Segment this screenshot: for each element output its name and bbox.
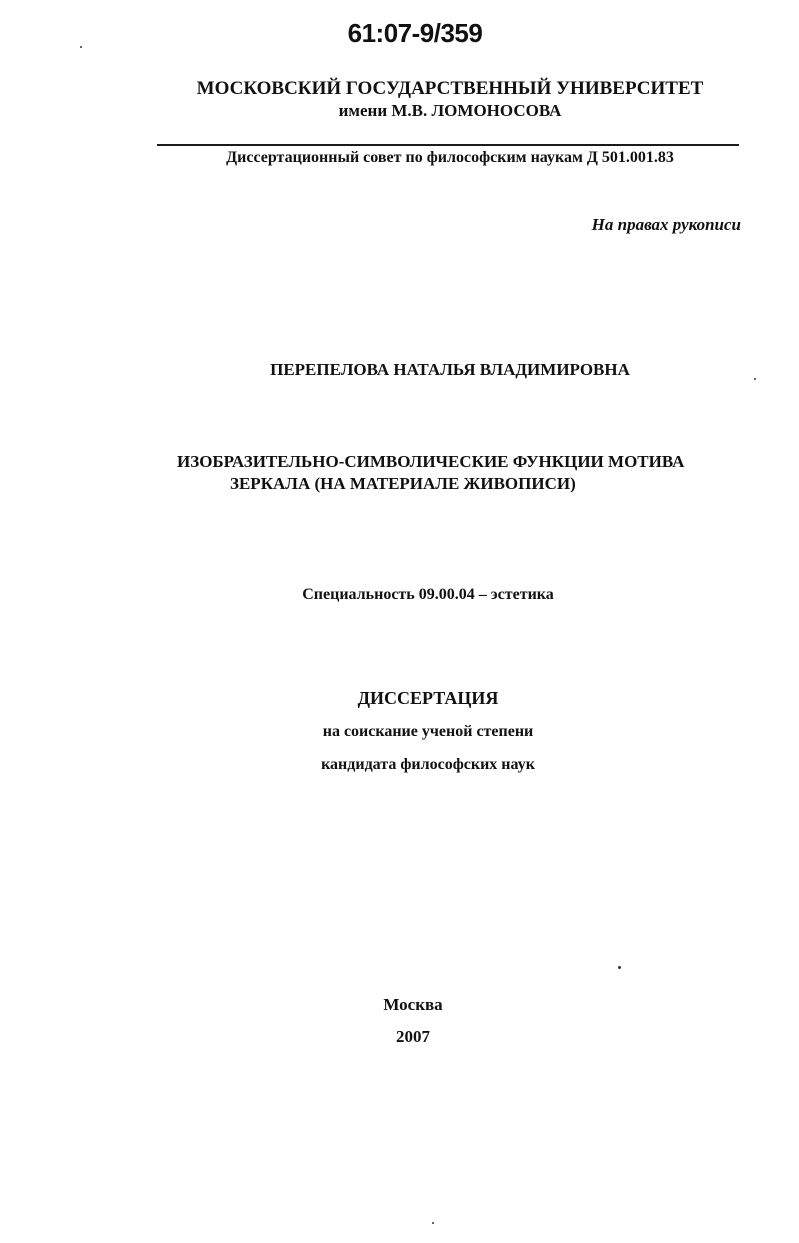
specialty: Специальность 09.00.04 – эстетика	[302, 586, 554, 603]
scan-speck	[754, 378, 756, 380]
degree-line-2: кандидата философских наук	[321, 756, 535, 773]
manuscript-note: На правах рукописи	[591, 215, 741, 234]
city: Москва	[383, 995, 443, 1014]
work-type-label: ДИССЕРТАЦИЯ	[357, 688, 499, 708]
degree-line-1: на соискание ученой степени	[322, 723, 534, 740]
title-line-1: ИЗОБРАЗИТЕЛЬНО-СИМВОЛИЧЕСКИЕ ФУНКЦИИ МОТИВА	[177, 452, 685, 471]
scan-speck	[80, 46, 82, 48]
scan-speck	[432, 1222, 434, 1224]
title-line-2: ЗЕРКАЛА (НА МАТЕРИАЛЕ ЖИВОПИСИ)	[230, 474, 576, 493]
header-divider	[157, 144, 739, 146]
year: 2007	[396, 1027, 430, 1046]
scan-speck	[618, 966, 621, 969]
university-name: МОСКОВСКИЙ ГОСУДАРСТВЕННЫЙ УНИВЕРСИТЕТ	[196, 78, 704, 99]
archive-code: 61:07-9/359	[347, 18, 483, 48]
dissertation-council: Диссертационный совет по философским наукам Д 501.001.83	[226, 149, 674, 166]
author-name: ПЕРЕПЕЛОВА НАТАЛЬЯ ВЛАДИМИРОВНА	[270, 360, 630, 379]
university-named-after: имени М.В. ЛОМОНОСОВА	[338, 101, 562, 120]
